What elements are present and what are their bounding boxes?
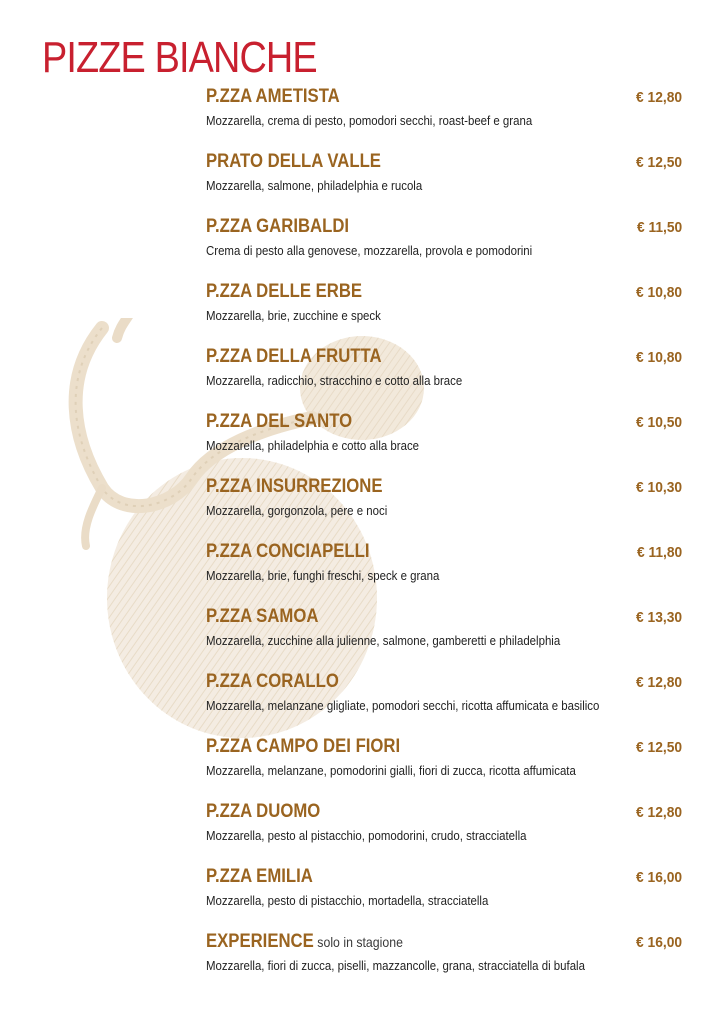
menu-item-description: Mozzarella, melanzane gligliate, pomodori secchi, ricotta affumicata e basilico	[206, 698, 600, 713]
menu-item	[206, 281, 682, 346]
menu-item-name	[206, 346, 382, 368]
menu-item-description: Mozzarella, melanzane, pomodorini gialli, fiori di zucca, ricotta affumicata	[206, 763, 576, 778]
menu-item	[206, 931, 682, 996]
menu-item-description: Mozzarella, fiori di zucca, piselli, mazzancolle, grana, stracciatella di bufala	[206, 958, 585, 973]
menu-item-header	[206, 671, 682, 695]
menu-item-price: € 16,00	[635, 869, 682, 886]
menu-item-name-text: P.ZZA DELLA FRUTTA	[206, 346, 382, 367]
menu-item-name	[206, 671, 339, 693]
menu-item-header	[206, 346, 682, 370]
menu-item-description: Mozzarella, philadelphia e cotto alla brace	[206, 438, 420, 453]
menu-item	[206, 866, 682, 931]
menu-item	[206, 541, 682, 606]
menu-item	[206, 671, 682, 736]
menu-item-name	[206, 476, 383, 498]
menu-item-description: Mozzarella, brie, funghi freschi, speck e grana	[206, 568, 440, 583]
menu-item-price: € 11,80	[636, 544, 682, 561]
menu-item-name-text: P.ZZA CAMPO DEI FIORI	[206, 736, 401, 757]
menu-item-note: solo in stagione	[317, 934, 403, 950]
menu-item-price: € 10,30	[635, 479, 682, 496]
menu-item	[206, 151, 682, 216]
menu-item-price: € 12,50	[635, 739, 682, 756]
menu-item-name-text: P.ZZA DELLE ERBE	[206, 281, 363, 302]
menu-section-title: PIZZE BIANCHE	[42, 33, 317, 82]
menu-item-name-text: P.ZZA CORALLO	[206, 671, 339, 692]
menu-item-name-text: PRATO DELLA VALLE	[206, 151, 381, 172]
menu-item	[206, 801, 682, 866]
menu-item-header	[206, 281, 682, 305]
menu-item-name	[206, 411, 352, 433]
menu-item-price: € 12,80	[635, 89, 682, 106]
menu-item-description: Mozzarella, pesto al pistacchio, pomodorini, crudo, stracciatella	[206, 828, 527, 843]
menu-item-name	[206, 801, 320, 823]
menu-item-price: € 10,80	[635, 349, 682, 366]
menu-item-price: € 16,00	[635, 934, 682, 951]
menu-item-name	[206, 736, 400, 758]
menu-item-price: € 12,80	[635, 804, 682, 821]
menu-item-name-text: EXPERIENCE	[206, 931, 314, 952]
menu-item-description: Mozzarella, brie, zucchine e speck	[206, 308, 381, 323]
menu-item-name-text: P.ZZA DEL SANTO	[206, 411, 353, 432]
menu-item-description: Mozzarella, pesto di pistacchio, mortadella, stracciatella	[206, 893, 489, 908]
menu-item-name	[206, 931, 403, 953]
menu-item-header	[206, 411, 682, 435]
menu-item	[206, 476, 682, 541]
menu-item-description: Mozzarella, gorgonzola, pere e noci	[206, 503, 388, 518]
menu-item-name	[206, 606, 318, 628]
menu-item-name-text: P.ZZA DUOMO	[206, 801, 321, 822]
menu-item-price: € 12,50	[635, 154, 682, 171]
menu-item-name	[206, 216, 349, 238]
menu-item	[206, 86, 682, 151]
menu-item-name	[206, 86, 340, 108]
menu-item-name-text: P.ZZA EMILIA	[206, 866, 313, 887]
menu-item-name	[206, 866, 313, 888]
menu-item-header	[206, 736, 682, 760]
menu-item-name	[206, 541, 370, 563]
menu-item-header	[206, 216, 682, 240]
menu-item	[206, 606, 682, 671]
menu-item-price: € 13,30	[635, 609, 682, 626]
menu-item-header	[206, 476, 682, 500]
menu-item-header	[206, 931, 682, 955]
menu-item-price: € 10,50	[635, 414, 682, 431]
menu-item	[206, 411, 682, 476]
menu-item-name-text: P.ZZA GARIBALDI	[206, 216, 350, 237]
menu-item	[206, 216, 682, 281]
menu-item-name-text: P.ZZA SAMOA	[206, 606, 319, 627]
menu-item-name	[206, 151, 381, 173]
menu-item-header	[206, 866, 682, 890]
menu-item-description: Mozzarella, radicchio, stracchino e cotto alla brace	[206, 373, 463, 388]
menu-item-header	[206, 86, 682, 110]
menu-item-name-text: P.ZZA CONCIAPELLI	[206, 541, 370, 562]
menu-item-price: € 12,80	[635, 674, 682, 691]
menu-item-description: Mozzarella, zucchine alla julienne, salmone, gamberetti e philadelphia	[206, 633, 561, 648]
menu-item-name-text: P.ZZA AMETISTA	[206, 86, 340, 107]
menu-item-name-text: P.ZZA INSURREZIONE	[206, 476, 383, 497]
menu-item-description: Mozzarella, salmone, philadelphia e rucola	[206, 178, 423, 193]
menu-item-description: Crema di pesto alla genovese, mozzarella, provola e pomodorini	[206, 243, 533, 258]
menu-item-name	[206, 281, 362, 303]
menu-item-header	[206, 801, 682, 825]
menu-item-header	[206, 606, 682, 630]
menu-item	[206, 736, 682, 801]
menu-item-header	[206, 151, 682, 175]
menu-item	[206, 346, 682, 411]
menu-list	[206, 86, 682, 996]
menu-item-description: Mozzarella, crema di pesto, pomodori secchi, roast-beef e grana	[206, 113, 533, 128]
menu-item-price: € 10,80	[635, 284, 682, 301]
menu-item-header	[206, 541, 682, 565]
menu-item-price: € 11,50	[636, 219, 682, 236]
